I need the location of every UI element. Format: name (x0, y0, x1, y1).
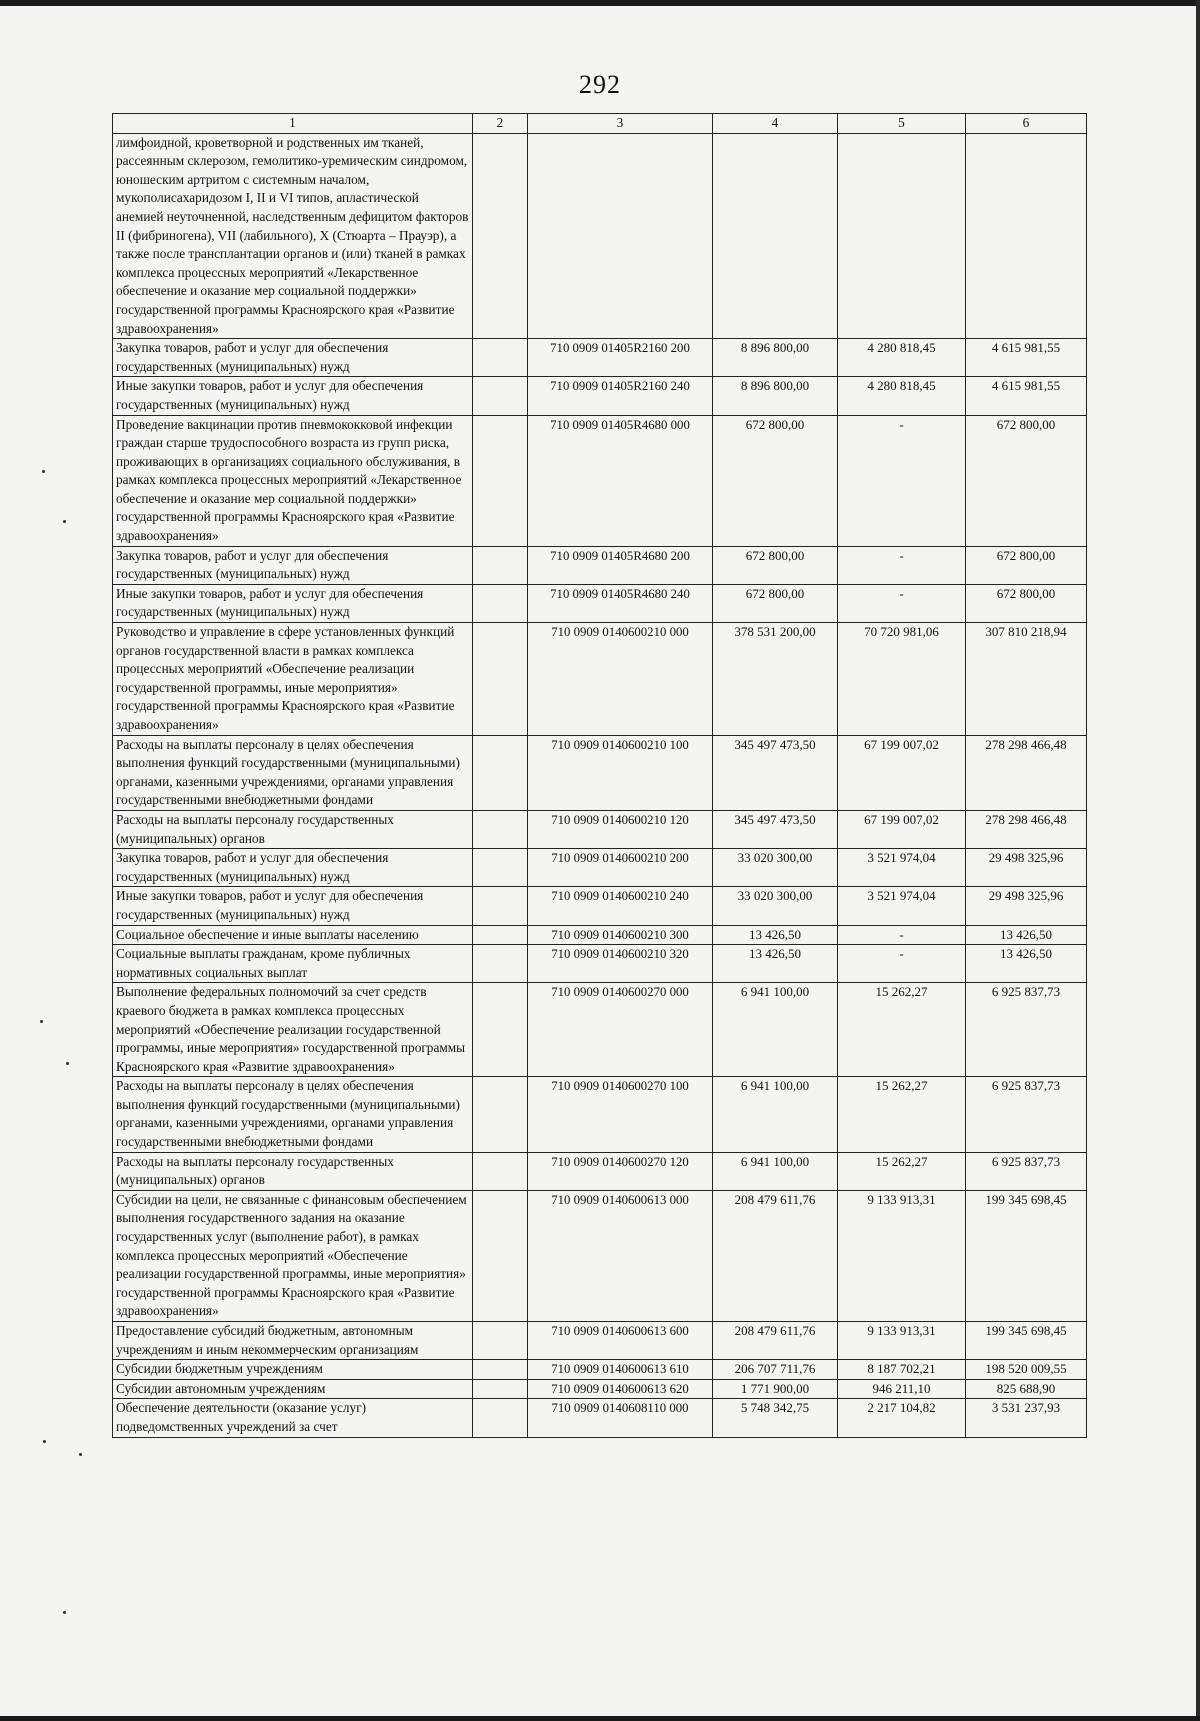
page-number: 292 (579, 70, 621, 99)
scan-speck (43, 1440, 46, 1443)
row-name-cell: Руководство и управление в сфере установленных функций органов государственной власти в рамках комплекса процессных мероприятий «Обеспечение реализации государственной программы, иные мероприятия» государственной программы Красноярского края «Развитие здравоохранения» (113, 623, 473, 736)
row-approved-amount-cell: 672 800,00 (713, 415, 838, 546)
row-approved-amount-cell: 1 771 900,00 (713, 1379, 838, 1399)
table-row (113, 983, 1087, 1077)
row-code-cell: 710 0909 0140600210 000 (528, 623, 713, 736)
row-code-cell: 710 0909 0140600210 300 (528, 925, 713, 945)
row-code-cell: 710 0909 0140600210 320 (528, 945, 713, 983)
row-remaining-amount-cell: 6 925 837,73 (966, 1152, 1087, 1190)
row-code-cell: 710 0909 01405R2160 200 (528, 339, 713, 377)
row-remaining-amount-cell: 672 800,00 (966, 546, 1087, 584)
row-name-cell: Расходы на выплаты персоналу государственных (муниципальных) органов (113, 1152, 473, 1190)
row-approved-amount-cell: 8 896 800,00 (713, 377, 838, 415)
row-approved-amount-cell: 6 941 100,00 (713, 1077, 838, 1152)
row-executed-amount-cell: 15 262,27 (838, 1152, 966, 1190)
row-col2-cell (473, 887, 528, 925)
row-approved-amount-cell: 672 800,00 (713, 546, 838, 584)
row-approved-amount-cell: 33 020 300,00 (713, 887, 838, 925)
row-code-cell: 710 0909 0140600270 120 (528, 1152, 713, 1190)
row-approved-amount-cell: 672 800,00 (713, 584, 838, 622)
row-code-cell: 710 0909 0140600270 000 (528, 983, 713, 1077)
row-remaining-amount-cell: 672 800,00 (966, 415, 1087, 546)
scan-edge-top (0, 0, 1200, 6)
row-remaining-amount-cell: 199 345 698,45 (966, 1190, 1087, 1321)
table-row (113, 1152, 1087, 1190)
row-executed-amount-cell: 15 262,27 (838, 1077, 966, 1152)
row-col2-cell (473, 584, 528, 622)
header-col-3: 3 (528, 114, 713, 134)
row-name-cell: Закупка товаров, работ и услуг для обеспечения государственных (муниципальных) нужд (113, 339, 473, 377)
row-col2-cell (473, 1190, 528, 1321)
header-col-6: 6 (966, 114, 1087, 134)
row-remaining-amount-cell: 13 426,50 (966, 925, 1087, 945)
row-executed-amount-cell (838, 133, 966, 339)
row-remaining-amount-cell: 307 810 218,94 (966, 623, 1087, 736)
table-row (113, 1322, 1087, 1360)
row-code-cell: 710 0909 01405R2160 240 (528, 377, 713, 415)
header-col-5: 5 (838, 114, 966, 134)
row-name-cell: Социальные выплаты гражданам, кроме публичных нормативных социальных выплат (113, 945, 473, 983)
row-approved-amount-cell: 13 426,50 (713, 925, 838, 945)
row-code-cell: 710 0909 0140600613 600 (528, 1322, 713, 1360)
scan-speck (66, 1062, 69, 1065)
row-code-cell: 710 0909 0140600613 620 (528, 1379, 713, 1399)
row-remaining-amount-cell: 6 925 837,73 (966, 1077, 1087, 1152)
row-remaining-amount-cell: 4 615 981,55 (966, 377, 1087, 415)
row-executed-amount-cell: 4 280 818,45 (838, 377, 966, 415)
row-col2-cell (473, 983, 528, 1077)
row-col2-cell (473, 1077, 528, 1152)
row-executed-amount-cell: 8 187 702,21 (838, 1360, 966, 1380)
row-col2-cell (473, 1360, 528, 1380)
row-approved-amount-cell: 6 941 100,00 (713, 983, 838, 1077)
row-name-cell: Закупка товаров, работ и услуг для обеспечения государственных (муниципальных) нужд (113, 546, 473, 584)
row-remaining-amount-cell: 13 426,50 (966, 945, 1087, 983)
row-name-cell: Обеспечение деятельности (оказание услуг) подведомственных учреждений за счет (113, 1399, 473, 1437)
row-executed-amount-cell: 3 521 974,04 (838, 849, 966, 887)
table-row (113, 1399, 1087, 1437)
row-approved-amount-cell: 8 896 800,00 (713, 339, 838, 377)
row-remaining-amount-cell: 278 298 466,48 (966, 810, 1087, 848)
table-row (113, 945, 1087, 983)
row-remaining-amount-cell: 199 345 698,45 (966, 1322, 1087, 1360)
row-name-cell: Субсидии автономным учреждениям (113, 1379, 473, 1399)
row-remaining-amount-cell: 29 498 325,96 (966, 887, 1087, 925)
row-executed-amount-cell: 67 199 007,02 (838, 810, 966, 848)
table-row (113, 546, 1087, 584)
row-col2-cell (473, 1322, 528, 1360)
row-remaining-amount-cell: 4 615 981,55 (966, 339, 1087, 377)
table-row (113, 1360, 1087, 1380)
scan-speck (40, 1020, 43, 1023)
table-row (113, 1077, 1087, 1152)
row-approved-amount-cell: 208 479 611,76 (713, 1322, 838, 1360)
scan-speck (42, 470, 45, 473)
row-remaining-amount-cell: 198 520 009,55 (966, 1360, 1087, 1380)
row-code-cell: 710 0909 01405R4680 000 (528, 415, 713, 546)
row-col2-cell (473, 945, 528, 983)
row-executed-amount-cell: 70 720 981,06 (838, 623, 966, 736)
row-remaining-amount-cell: 6 925 837,73 (966, 983, 1087, 1077)
row-executed-amount-cell: 9 133 913,31 (838, 1190, 966, 1321)
row-executed-amount-cell: - (838, 945, 966, 983)
row-name-cell: Выполнение федеральных полномочий за счет средств краевого бюджета в рамках комплекса процессных мероприятий «Обеспечение реализации государственной программы, иные мероприятия» государственной программы Красноярского края «Развитие здравоохранения» (113, 983, 473, 1077)
row-name-cell: Социальное обеспечение и иные выплаты населению (113, 925, 473, 945)
header-col-1: 1 (113, 114, 473, 134)
scan-speck (63, 520, 66, 523)
table-row (113, 1190, 1087, 1321)
header-col-2: 2 (473, 114, 528, 134)
row-remaining-amount-cell: 3 531 237,93 (966, 1399, 1087, 1437)
scan-speck (63, 1611, 66, 1614)
row-code-cell: 710 0909 0140600613 000 (528, 1190, 713, 1321)
row-approved-amount-cell: 378 531 200,00 (713, 623, 838, 736)
table-row (113, 584, 1087, 622)
row-col2-cell (473, 546, 528, 584)
row-approved-amount-cell: 345 497 473,50 (713, 810, 838, 848)
table-row (113, 1379, 1087, 1399)
row-name-cell: Субсидии бюджетным учреждениям (113, 1360, 473, 1380)
row-name-cell: Предоставление субсидий бюджетным, автономным учреждениям и иным некоммерческим организациям (113, 1322, 473, 1360)
row-remaining-amount-cell: 825 688,90 (966, 1379, 1087, 1399)
row-code-cell: 710 0909 0140600210 100 (528, 735, 713, 810)
table-row (113, 887, 1087, 925)
row-approved-amount-cell (713, 133, 838, 339)
row-name-cell: Проведение вакцинации против пневмококковой инфекции граждан старше трудоспособного возраста из групп риска, проживающих в организациях социального обслуживания, в рамках комплекса процессных мероприятий «Лекарственное обеспечение и оказание мер социальной поддержки» государственной программы Красноярского края «Развитие здравоохранения» (113, 415, 473, 546)
row-approved-amount-cell: 13 426,50 (713, 945, 838, 983)
row-name-cell: Закупка товаров, работ и услуг для обеспечения государственных (муниципальных) нужд (113, 849, 473, 887)
row-remaining-amount-cell: 278 298 466,48 (966, 735, 1087, 810)
row-approved-amount-cell: 33 020 300,00 (713, 849, 838, 887)
table-body (113, 133, 1087, 1437)
row-col2-cell (473, 415, 528, 546)
row-code-cell: 710 0909 0140600270 100 (528, 1077, 713, 1152)
row-col2-cell (473, 377, 528, 415)
row-executed-amount-cell: 946 211,10 (838, 1379, 966, 1399)
row-executed-amount-cell: 15 262,27 (838, 983, 966, 1077)
header-col-4: 4 (713, 114, 838, 134)
row-name-cell: Иные закупки товаров, работ и услуг для обеспечения государственных (муниципальных) нужд (113, 584, 473, 622)
row-executed-amount-cell: 4 280 818,45 (838, 339, 966, 377)
row-approved-amount-cell: 206 707 711,76 (713, 1360, 838, 1380)
table-row (113, 735, 1087, 810)
row-name-cell: Субсидии на цели, не связанные с финансовым обеспечением выполнения государственного задания на оказание государственных услуг (выполнение работ), в рамках комплекса процессных мероприятий «Обеспечение реализации государственной программы, иные мероприятия» государственной программы Красноярского края «Развитие здравоохранения» (113, 1190, 473, 1321)
row-executed-amount-cell: 67 199 007,02 (838, 735, 966, 810)
scan-edge-right (1196, 0, 1200, 1721)
row-code-cell: 710 0909 0140600210 200 (528, 849, 713, 887)
table-row (113, 925, 1087, 945)
row-approved-amount-cell: 208 479 611,76 (713, 1190, 838, 1321)
table-row (113, 133, 1087, 339)
row-code-cell: 710 0909 01405R4680 200 (528, 546, 713, 584)
row-code-cell: 710 0909 0140600613 610 (528, 1360, 713, 1380)
row-approved-amount-cell: 345 497 473,50 (713, 735, 838, 810)
budget-table (112, 113, 1087, 1438)
table-row (113, 415, 1087, 546)
row-col2-cell (473, 1379, 528, 1399)
row-name-cell: Расходы на выплаты персоналу в целях обеспечения выполнения функций государственными (муниципальными) органами, казенными учреждениями, органами управления государственными внебюджетными фондами (113, 735, 473, 810)
row-name-cell: Иные закупки товаров, работ и услуг для обеспечения государственных (муниципальных) нужд (113, 377, 473, 415)
header-row (113, 114, 1087, 134)
row-name-cell: Расходы на выплаты персоналу государственных (муниципальных) органов (113, 810, 473, 848)
table-row (113, 377, 1087, 415)
row-col2-cell (473, 1152, 528, 1190)
row-col2-cell (473, 925, 528, 945)
row-approved-amount-cell: 5 748 342,75 (713, 1399, 838, 1437)
row-code-cell: 710 0909 01405R4680 240 (528, 584, 713, 622)
row-code-cell: 710 0909 0140600210 120 (528, 810, 713, 848)
row-remaining-amount-cell (966, 133, 1087, 339)
row-code-cell (528, 133, 713, 339)
row-name-cell: Расходы на выплаты персоналу в целях обеспечения выполнения функций государственными (муниципальными) органами, казенными учреждениями, органами управления государственными внебюджетными фондами (113, 1077, 473, 1152)
row-name-cell: Иные закупки товаров, работ и услуг для обеспечения государственных (муниципальных) нужд (113, 887, 473, 925)
table-row (113, 623, 1087, 736)
row-approved-amount-cell: 6 941 100,00 (713, 1152, 838, 1190)
row-remaining-amount-cell: 29 498 325,96 (966, 849, 1087, 887)
row-col2-cell (473, 623, 528, 736)
table-row (113, 849, 1087, 887)
row-executed-amount-cell: 2 217 104,82 (838, 1399, 966, 1437)
row-name-cell: лимфоидной, кроветворной и родственных им тканей, рассеянным склерозом, гемолитико-уремическим синдромом, юношеским артритом с системным началом, мукополисахаридозом I, II и VI типов, апластической анемией неуточненной, наследственным дефицитом факторов II (фибриногена), VII (лабильного), X (Стюарта – Прауэр), а также после трансплантации органов и (или) тканей в рамках комплекса процессных мероприятий «Лекарственное обеспечение и оказание мер социальной поддержки» государственной программы Красноярского края «Развитие здравоохранения» (113, 133, 473, 339)
row-code-cell: 710 0909 0140608110 000 (528, 1399, 713, 1437)
scan-speck (79, 1453, 82, 1456)
row-col2-cell (473, 735, 528, 810)
row-executed-amount-cell: - (838, 546, 966, 584)
row-code-cell: 710 0909 0140600210 240 (528, 887, 713, 925)
table-row (113, 339, 1087, 377)
row-col2-cell (473, 339, 528, 377)
row-executed-amount-cell: - (838, 584, 966, 622)
row-col2-cell (473, 1399, 528, 1437)
table-row (113, 810, 1087, 848)
row-col2-cell (473, 133, 528, 339)
row-col2-cell (473, 849, 528, 887)
row-remaining-amount-cell: 672 800,00 (966, 584, 1087, 622)
row-executed-amount-cell: - (838, 925, 966, 945)
row-col2-cell (473, 810, 528, 848)
row-executed-amount-cell: - (838, 415, 966, 546)
row-executed-amount-cell: 9 133 913,31 (838, 1322, 966, 1360)
scan-edge-bottom (0, 1716, 1200, 1721)
row-executed-amount-cell: 3 521 974,04 (838, 887, 966, 925)
